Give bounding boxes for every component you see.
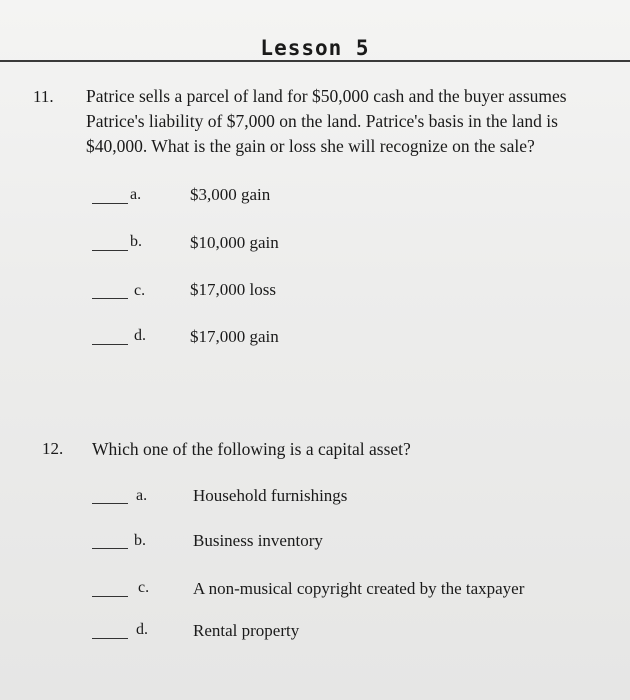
option-text-12d: Rental property	[193, 621, 300, 640]
option-letter-12b: b.	[134, 532, 146, 549]
question-11-line-1: Patrice sells a parcel of land for $50,000 cash and the buyer assumes	[86, 86, 567, 106]
answer-blank-11b[interactable]	[92, 250, 128, 251]
question-11-number: 11.	[33, 87, 54, 106]
option-letter-11c: c.	[134, 282, 146, 299]
option-letter-12d: d.	[136, 621, 148, 638]
option-text-12c: A non-musical copyright created by the taxpayer	[193, 579, 525, 598]
option-text-11b: $10,000 gain	[190, 233, 279, 252]
answer-blank-12c[interactable]	[92, 596, 128, 597]
answer-blank-12a[interactable]	[92, 503, 128, 504]
answer-blank-11a[interactable]	[92, 203, 128, 204]
answer-blank-12d[interactable]	[92, 638, 128, 639]
answer-blank-11c[interactable]	[92, 298, 128, 299]
option-text-11c: $17,000 loss	[190, 280, 276, 299]
option-letter-11d: d.	[134, 327, 146, 344]
option-text-12b: Business inventory	[193, 531, 323, 550]
answer-blank-12b[interactable]	[92, 548, 128, 549]
question-12-number: 12.	[42, 439, 64, 458]
page-title: Lesson 5	[260, 36, 370, 60]
option-text-12a: Household furnishings	[193, 486, 348, 505]
header-divider	[0, 60, 630, 62]
answer-blank-11d[interactable]	[92, 344, 128, 345]
question-11-line-3: $40,000. What is the gain or loss she will recognize on the sale?	[86, 136, 535, 156]
option-text-11a: $3,000 gain	[190, 185, 271, 204]
option-letter-12c: c.	[138, 579, 150, 596]
option-letter-11a: a.	[130, 186, 142, 203]
option-text-11d: $17,000 gain	[190, 327, 279, 346]
option-letter-12a: a.	[136, 487, 148, 504]
option-letter-11b: b.	[130, 233, 142, 250]
question-12-text: Which one of the following is a capital asset?	[92, 439, 411, 459]
question-11-line-2: Patrice's liability of $7,000 on the land. Patrice's basis in the land is	[86, 111, 558, 131]
